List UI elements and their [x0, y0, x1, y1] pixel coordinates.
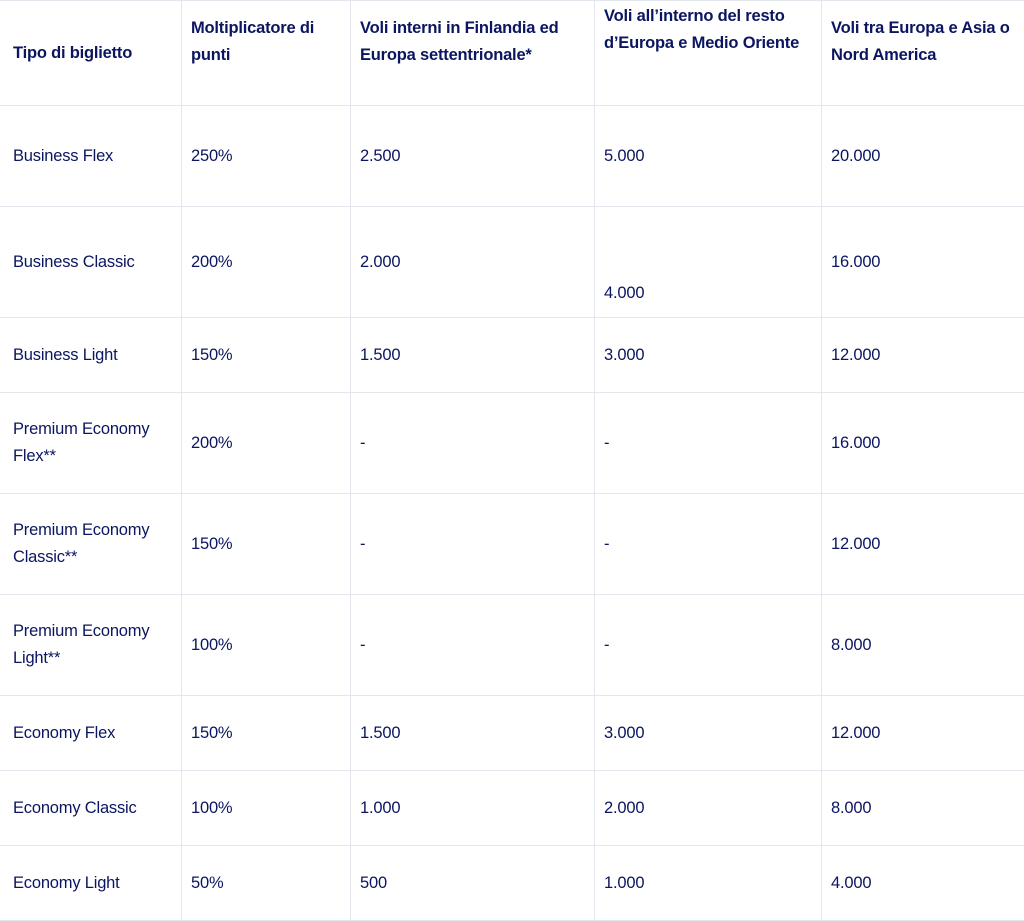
cell-europe-points: 3.000 [595, 696, 822, 771]
header-row [0, 1, 1024, 106]
header-ticket-type: Tipo di biglietto [0, 1, 182, 106]
table-row [0, 393, 1024, 494]
cell-europe-points: 2.000 [595, 771, 822, 846]
table-row [0, 696, 1024, 771]
cell-intercontinental-points: 12.000 [822, 494, 1024, 595]
table-row [0, 846, 1024, 921]
cell-domestic-points: - [351, 595, 595, 696]
cell-multiplier: 50% [182, 846, 351, 921]
cell-domestic-points: 500 [351, 846, 595, 921]
cell-europe-points: 1.000 [595, 846, 822, 921]
table-row [0, 318, 1024, 393]
cell-europe-points: - [595, 393, 822, 494]
cell-multiplier: 200% [182, 393, 351, 494]
cell-ticket-type: Business Classic [0, 207, 182, 318]
cell-intercontinental-points: 8.000 [822, 771, 1024, 846]
cell-domestic-points: - [351, 393, 595, 494]
cell-intercontinental-points: 12.000 [822, 318, 1024, 393]
cell-europe-points: 5.000 [595, 106, 822, 207]
cell-multiplier: 150% [182, 696, 351, 771]
cell-ticket-type: Premium Economy Flex** [0, 393, 182, 494]
cell-europe-points: 4.000 [595, 207, 822, 318]
cell-ticket-type: Business Light [0, 318, 182, 393]
cell-europe-points: - [595, 494, 822, 595]
cell-multiplier: 250% [182, 106, 351, 207]
cell-europe-points: 3.000 [595, 318, 822, 393]
table-body [0, 106, 1024, 921]
cell-multiplier: 150% [182, 494, 351, 595]
table-row [0, 106, 1024, 207]
cell-europe-points: - [595, 595, 822, 696]
cell-intercontinental-points: 12.000 [822, 696, 1024, 771]
cell-domestic-points: 1.000 [351, 771, 595, 846]
header-rest-of-europe-middle-east: Voli all’interno del resto d’Europa e Medio Oriente [595, 1, 822, 106]
table-header [0, 1, 1024, 106]
cell-domestic-points: 1.500 [351, 696, 595, 771]
header-europe-asia-north-america: Voli tra Europa e Asia o Nord America [822, 1, 1024, 106]
cell-intercontinental-points: 16.000 [822, 207, 1024, 318]
cell-multiplier: 200% [182, 207, 351, 318]
table-row [0, 207, 1024, 318]
cell-multiplier: 100% [182, 771, 351, 846]
table-row [0, 771, 1024, 846]
header-points-multiplier: Moltiplicatore di punti [182, 1, 351, 106]
cell-multiplier: 100% [182, 595, 351, 696]
cell-domestic-points: - [351, 494, 595, 595]
cell-intercontinental-points: 16.000 [822, 393, 1024, 494]
cell-ticket-type: Economy Flex [0, 696, 182, 771]
cell-ticket-type: Premium Economy Light** [0, 595, 182, 696]
cell-domestic-points: 1.500 [351, 318, 595, 393]
cell-intercontinental-points: 20.000 [822, 106, 1024, 207]
table-row [0, 494, 1024, 595]
cell-ticket-type: Economy Light [0, 846, 182, 921]
cell-intercontinental-points: 4.000 [822, 846, 1024, 921]
cell-ticket-type: Economy Classic [0, 771, 182, 846]
cell-domestic-points: 2.000 [351, 207, 595, 318]
cell-ticket-type: Business Flex [0, 106, 182, 207]
cell-intercontinental-points: 8.000 [822, 595, 1024, 696]
table-row [0, 595, 1024, 696]
cell-ticket-type: Premium Economy Classic** [0, 494, 182, 595]
cell-domestic-points: 2.500 [351, 106, 595, 207]
header-domestic-finland-northern-europe: Voli interni in Finlandia ed Europa settentrionale* [351, 1, 595, 106]
cell-multiplier: 150% [182, 318, 351, 393]
